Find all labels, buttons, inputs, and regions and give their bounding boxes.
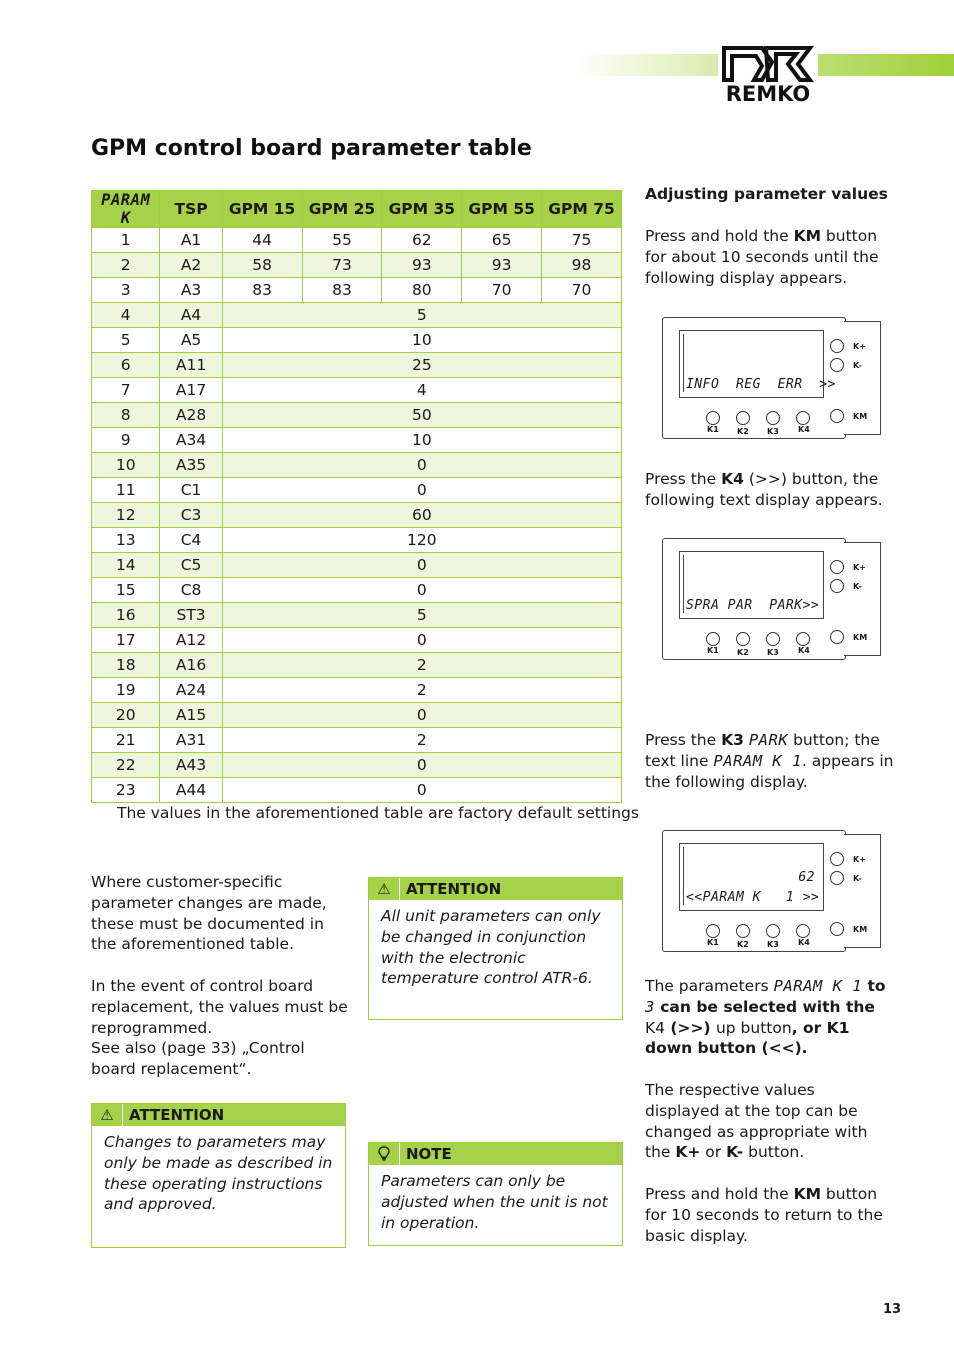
lcd-line-2: <<PARAM K 1 >> [686, 890, 820, 905]
table-row [92, 728, 622, 753]
attention-box-left [91, 1103, 346, 1248]
note-title: NOTE [406, 1145, 452, 1163]
km-label: KM [853, 412, 868, 421]
table-row [92, 228, 622, 253]
param-cell: 14 [92, 553, 160, 578]
header-gpm75: GPM 75 [542, 191, 622, 228]
note-text: Parameters can only be adjusted when the unit is not in operation. [381, 1172, 608, 1232]
step-2-a: Press the [645, 470, 722, 488]
attention-box-middle [368, 877, 623, 1020]
k2-label: K2 [737, 427, 749, 436]
value-cell: 80 [382, 278, 462, 303]
header-gpm25: GPM 25 [302, 191, 382, 228]
tsp-cell: A11 [160, 353, 222, 378]
step-2-key: K4 [721, 470, 744, 488]
control-display-3 [662, 830, 882, 953]
tsp-cell: A31 [160, 728, 222, 753]
k1-label: K1 [707, 425, 719, 434]
value-cell: 70 [462, 278, 542, 303]
value-cell: 58 [222, 253, 302, 278]
km-label: KM [853, 633, 868, 642]
param-cell: 20 [92, 703, 160, 728]
value-cell: 0 [222, 753, 621, 778]
k2-label: K2 [737, 940, 749, 949]
remko-logo [718, 44, 818, 106]
k3-button[interactable] [766, 411, 780, 425]
step-4-g: , or K1 down button (<<). [645, 1018, 850, 1058]
tsp-cell: A28 [160, 403, 222, 428]
step-6-key: KM [793, 1185, 821, 1203]
lcd-screen [679, 843, 824, 911]
kplus-label: K+ [853, 855, 866, 864]
step-4-f: up button [715, 1018, 792, 1037]
tsp-cell: A34 [160, 428, 222, 453]
page-title: GPM control board parameter table [91, 136, 532, 161]
param-cell: 1 [92, 228, 160, 253]
value-cell: 55 [302, 228, 382, 253]
header-gpm15: GPM 15 [222, 191, 302, 228]
table-row [92, 478, 622, 503]
lcd-edge [683, 847, 684, 905]
lcd-line-2: SPRA PAR PARK>> [686, 598, 820, 613]
kplus-button[interactable] [830, 852, 844, 866]
step-3-text [645, 730, 895, 792]
note-header [369, 1143, 622, 1165]
kplus-button[interactable] [830, 339, 844, 353]
k3-label: K3 [767, 648, 779, 657]
step-1-key: KM [793, 227, 821, 245]
value-cell: 70 [542, 278, 622, 303]
kplus-label: K+ [853, 342, 866, 351]
lcd-screen [679, 330, 836, 398]
lightbulb-icon [369, 1143, 400, 1165]
kminus-label: K- [853, 874, 862, 883]
step-4-c: can be selected with the [654, 997, 875, 1016]
attention-text: Changes to parameters may only be made as described in these operating instructions and approved. [104, 1133, 333, 1214]
step-4-lcd2: 3 [645, 997, 655, 1016]
table-row [92, 753, 622, 778]
k3-button[interactable] [766, 924, 780, 938]
value-cell: 93 [462, 253, 542, 278]
value-cell: 83 [302, 278, 382, 303]
step-6-text [645, 1184, 895, 1246]
step-6-a: Press and hold the [645, 1185, 794, 1203]
brand-name: REMKO [725, 82, 811, 106]
kminus-label: K- [853, 361, 862, 370]
value-cell: 10 [222, 328, 621, 353]
page-number: 13 [883, 1302, 902, 1317]
header-param-k: PARAM K [92, 191, 160, 228]
tsp-cell: A43 [160, 753, 222, 778]
k1-label: K1 [707, 646, 719, 655]
step-1-a: Press and hold the [645, 227, 794, 245]
value-cell: 0 [222, 628, 621, 653]
lcd-screen [679, 551, 824, 619]
step-1-text [645, 226, 885, 288]
left-paragraph-2: In the event of control board replacement, the values must be reprogrammed. [91, 977, 348, 1037]
tsp-cell: C4 [160, 528, 222, 553]
value-cell: 0 [222, 453, 621, 478]
value-cell: 73 [302, 253, 382, 278]
step-3-d: . appears in the following display. [645, 751, 894, 791]
table-row [92, 578, 622, 603]
tsp-cell: A5 [160, 328, 222, 353]
param-cell: 12 [92, 503, 160, 528]
tsp-cell: A4 [160, 303, 222, 328]
value-cell: 83 [222, 278, 302, 303]
table-header-row [92, 191, 622, 228]
value-cell: 0 [222, 578, 621, 603]
step-5-a: The respective values displayed at the top can be changed as appropriate with the [645, 1081, 868, 1162]
value-cell: 120 [222, 528, 621, 553]
remko-logo-mark [718, 44, 818, 84]
kminus-button[interactable] [830, 579, 844, 593]
km-label: KM [853, 925, 868, 934]
value-cell: 2 [222, 728, 621, 753]
value-cell: 2 [222, 678, 621, 703]
attention-title: ATTENTION [406, 880, 502, 898]
table-row [92, 378, 622, 403]
table-row [92, 653, 622, 678]
kplus-button[interactable] [830, 560, 844, 574]
table-row [92, 428, 622, 453]
param-cell: 2 [92, 253, 160, 278]
note-box [368, 1142, 623, 1246]
lcd-line-2: INFO REG ERR >> [686, 377, 836, 392]
table-body [92, 228, 622, 803]
step-5-e: button. [743, 1143, 805, 1162]
table-row [92, 628, 622, 653]
tsp-cell: A35 [160, 453, 222, 478]
kminus-label: K- [853, 582, 862, 591]
step-4-b: to [862, 977, 886, 995]
value-cell: 65 [462, 228, 542, 253]
step-4-text [645, 976, 900, 1059]
table-row [92, 603, 622, 628]
k4-button[interactable] [796, 632, 810, 646]
step-4-e: (>>) [665, 1018, 716, 1037]
table-row [92, 353, 622, 378]
step-5-c: or [700, 1143, 727, 1162]
step-3-lcd-param: PARAM K 1 [713, 751, 802, 770]
table-row [92, 328, 622, 353]
parameter-table [91, 190, 622, 803]
k4-button[interactable] [796, 411, 810, 425]
param-cell: 18 [92, 653, 160, 678]
left-paragraph-1: Where customer-specific parameter changes are made, these must be documented in the aforementioned table. [91, 873, 327, 954]
k4-label: K4 [798, 646, 810, 655]
tsp-cell: C1 [160, 478, 222, 503]
kminus-button[interactable] [830, 871, 844, 885]
k3-label: K3 [767, 427, 779, 436]
param-cell: 9 [92, 428, 160, 453]
param-cell: 16 [92, 603, 160, 628]
warning-icon: ⚠ [369, 878, 400, 900]
attention-title: ATTENTION [129, 1106, 225, 1124]
k4-label: K4 [798, 938, 810, 947]
kminus-button[interactable] [830, 358, 844, 372]
km-button[interactable] [830, 922, 844, 936]
value-cell: 25 [222, 353, 621, 378]
kplus-label: K+ [853, 563, 866, 572]
k4-button[interactable] [796, 924, 810, 938]
km-button[interactable] [830, 409, 844, 423]
table-row [92, 503, 622, 528]
value-cell: 0 [222, 703, 621, 728]
attention-text: All unit parameters can only be changed in conjunction with the electronic temperature control ATR-6. [381, 907, 601, 988]
param-cell: 22 [92, 753, 160, 778]
param-cell: 23 [92, 778, 160, 803]
step-2-c: (>>) button, the following text display appears. [645, 470, 883, 509]
tsp-cell: A3 [160, 278, 222, 303]
param-cell: 17 [92, 628, 160, 653]
param-cell: 8 [92, 403, 160, 428]
table-row [92, 403, 622, 428]
control-display-1 [662, 317, 882, 440]
param-cell: 10 [92, 453, 160, 478]
table-row [92, 253, 622, 278]
k3-button[interactable] [766, 632, 780, 646]
param-cell: 19 [92, 678, 160, 703]
attention-header [369, 878, 622, 900]
tsp-cell: A15 [160, 703, 222, 728]
k4-label: K4 [798, 425, 810, 434]
tsp-cell: A44 [160, 778, 222, 803]
table-row [92, 303, 622, 328]
k3-label: K3 [767, 940, 779, 949]
tsp-cell: A2 [160, 253, 222, 278]
param-cell: 21 [92, 728, 160, 753]
table-row [92, 778, 622, 803]
value-cell: 0 [222, 478, 621, 503]
value-cell: 44 [222, 228, 302, 253]
tsp-cell: A1 [160, 228, 222, 253]
tsp-cell: C8 [160, 578, 222, 603]
step-5-kplus: K+ [675, 1143, 701, 1162]
param-cell: 3 [92, 278, 160, 303]
tsp-cell: A24 [160, 678, 222, 703]
value-cell: 62 [382, 228, 462, 253]
value-cell: 0 [222, 553, 621, 578]
param-cell: 5 [92, 328, 160, 353]
k2-label: K2 [737, 648, 749, 657]
step-1-c: button for about 10 seconds until the following display appears. [645, 227, 879, 287]
param-cell: 6 [92, 353, 160, 378]
table-row [92, 703, 622, 728]
value-cell: 0 [222, 778, 621, 803]
warning-icon: ⚠ [92, 1104, 123, 1126]
left-paragraph-3: See also (page 33) „Control board replacement“. [91, 1039, 305, 1078]
value-cell: 50 [222, 403, 621, 428]
control-display-2 [662, 538, 882, 661]
lcd-edge [683, 555, 684, 613]
tsp-cell: A16 [160, 653, 222, 678]
k1-button[interactable] [706, 411, 720, 425]
param-cell: 15 [92, 578, 160, 603]
header-gpm35: GPM 35 [382, 191, 462, 228]
param-cell: 13 [92, 528, 160, 553]
k1-button[interactable] [706, 924, 720, 938]
table-row [92, 678, 622, 703]
value-cell: 10 [222, 428, 621, 453]
step-3-lcd-park: PARK [748, 731, 789, 749]
step-2-text [645, 469, 885, 511]
step-3-key: K3 [721, 731, 744, 749]
lcd-edge [683, 334, 684, 392]
tsp-cell: A17 [160, 378, 222, 403]
header-gpm55: GPM 55 [462, 191, 542, 228]
param-cell: 4 [92, 303, 160, 328]
step-5-kminus: K- [726, 1143, 744, 1162]
step-3-c: button; the text line [645, 731, 880, 770]
value-cell: 98 [542, 253, 622, 278]
value-cell: 4 [222, 378, 621, 403]
param-cell: 11 [92, 478, 160, 503]
tsp-cell: C3 [160, 503, 222, 528]
table-row [92, 453, 622, 478]
k2-button[interactable] [736, 411, 750, 425]
value-cell: 5 [222, 303, 621, 328]
value-cell: 93 [382, 253, 462, 278]
step-5-text [645, 1080, 885, 1163]
value-cell: 5 [222, 603, 621, 628]
km-button[interactable] [830, 630, 844, 644]
step-3-a: Press the [645, 731, 722, 749]
value-cell: 75 [542, 228, 622, 253]
attention-header [92, 1104, 345, 1126]
step-4-d: K4 [645, 1018, 666, 1037]
table-row [92, 553, 622, 578]
table-row [92, 278, 622, 303]
step-4-lcd1: PARAM K 1 [773, 977, 863, 995]
step-4-a: The parameters [645, 977, 774, 995]
section-heading: Adjusting parameter values [645, 185, 888, 203]
step-6-c: button for 10 seconds to return to the basic display. [645, 1185, 883, 1245]
tsp-cell: ST3 [160, 603, 222, 628]
k2-button[interactable] [736, 924, 750, 938]
value-cell: 2 [222, 653, 621, 678]
tsp-cell: C5 [160, 553, 222, 578]
param-cell: 7 [92, 378, 160, 403]
lcd-line-1: 62 [798, 870, 815, 885]
k1-label: K1 [707, 938, 719, 947]
k1-button[interactable] [706, 632, 720, 646]
header-tsp: TSP [160, 191, 222, 228]
value-cell: 60 [222, 503, 621, 528]
tsp-cell: A12 [160, 628, 222, 653]
table-footnote: The values in the aforementioned table are factory default settings [117, 804, 639, 822]
k2-button[interactable] [736, 632, 750, 646]
table-row [92, 528, 622, 553]
